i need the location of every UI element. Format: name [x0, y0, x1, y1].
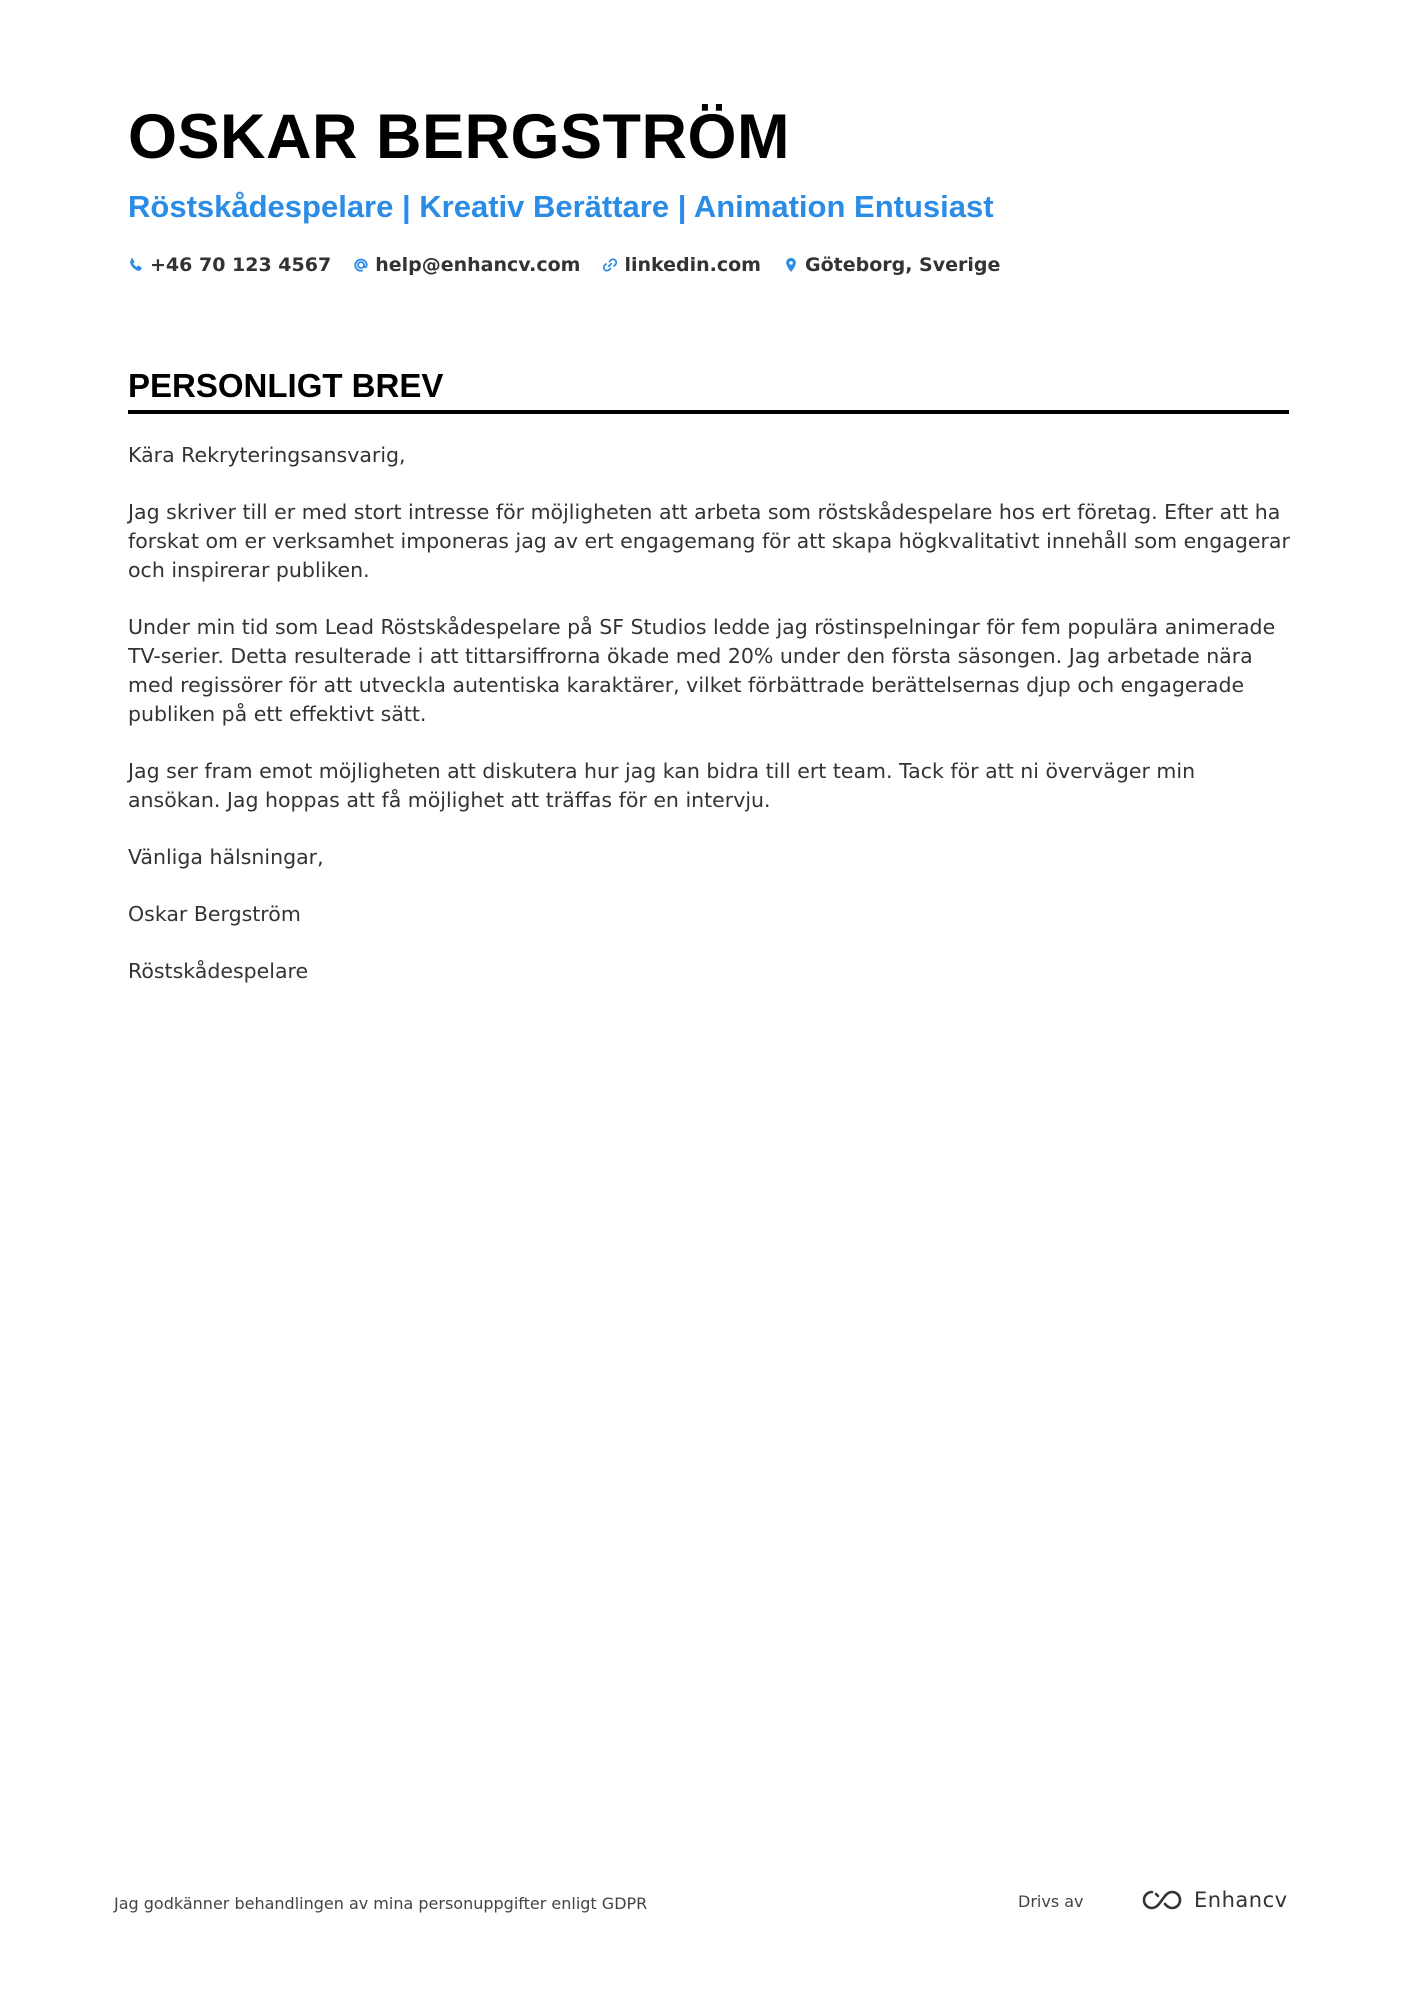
contact-email-text: help@enhancv.com: [375, 254, 581, 276]
enhancv-logo-icon: [1138, 1886, 1186, 1914]
enhancv-brand-name: Enhancv: [1194, 1888, 1288, 1912]
section-divider: [128, 410, 1289, 414]
letter-paragraph: Jag skriver till er med stort intresse för möjligheten att arbeta som röstskådespelare hos ert företag. Efter att ha forskat om er verksamhet imponeras jag av ert engagemang för att skapa högkvalitativt innehåll som engagerar och inspirerar publiken.: [128, 500, 1290, 582]
contact-linkedin-text: linkedin.com: [624, 254, 761, 276]
contact-linkedin[interactable]: [602, 254, 761, 276]
letter-paragraph: Under min tid som Lead Röstskådespelare på SF Studios ledde jag röstinspelningar för fem populära animerade TV-serier. Detta resulterade i att tittarsiffrorna ökade med 20% under den första säsongen. Jag arbetade nära med regissörer för att utveckla autentiska karaktärer, vilket förbättrade berättelsernas djup och engagerade publiken på ett effektivt sätt.: [128, 615, 1276, 726]
at-icon: [353, 257, 369, 273]
contact-location-text: Göteborg, Sverige: [804, 254, 1001, 276]
contact-phone: [128, 254, 331, 276]
signature-title: Röstskådespelare: [128, 959, 309, 983]
contact-phone-text: +46 70 123 4567: [150, 254, 332, 276]
gdpr-consent-text: Jag godkänner behandlingen av mina personuppgifter enligt GDPR: [114, 1894, 648, 1913]
candidate-tagline: Röstskådespelare | Kreativ Berättare | Animation Entusiast: [128, 189, 994, 224]
letter-closing: Vänliga hälsningar,: [128, 845, 324, 869]
contact-email[interactable]: [353, 254, 580, 276]
enhancv-brand-link[interactable]: [1138, 1886, 1288, 1914]
letter-body: [128, 441, 1293, 1014]
location-pin-icon: [783, 257, 799, 273]
letter-paragraph: Jag ser fram emot möjligheten att diskutera hur jag kan bidra till ert team. Tack för att ni överväger min ansökan. Jag hoppas att få möjlighet att träffas för en intervju.: [128, 759, 1196, 812]
section-title: PERSONLIGT BREV: [128, 367, 444, 404]
candidate-name: OSKAR BERGSTRÖM: [128, 102, 791, 172]
contact-bar: [128, 254, 1022, 276]
contact-location: [783, 254, 1000, 276]
signature-name: Oskar Bergström: [128, 902, 301, 926]
link-icon: [602, 257, 618, 273]
powered-by-label: Drivs av: [1018, 1892, 1084, 1911]
phone-icon: [128, 257, 144, 273]
letter-greeting: Kära Rekryteringsansvarig,: [128, 443, 406, 467]
